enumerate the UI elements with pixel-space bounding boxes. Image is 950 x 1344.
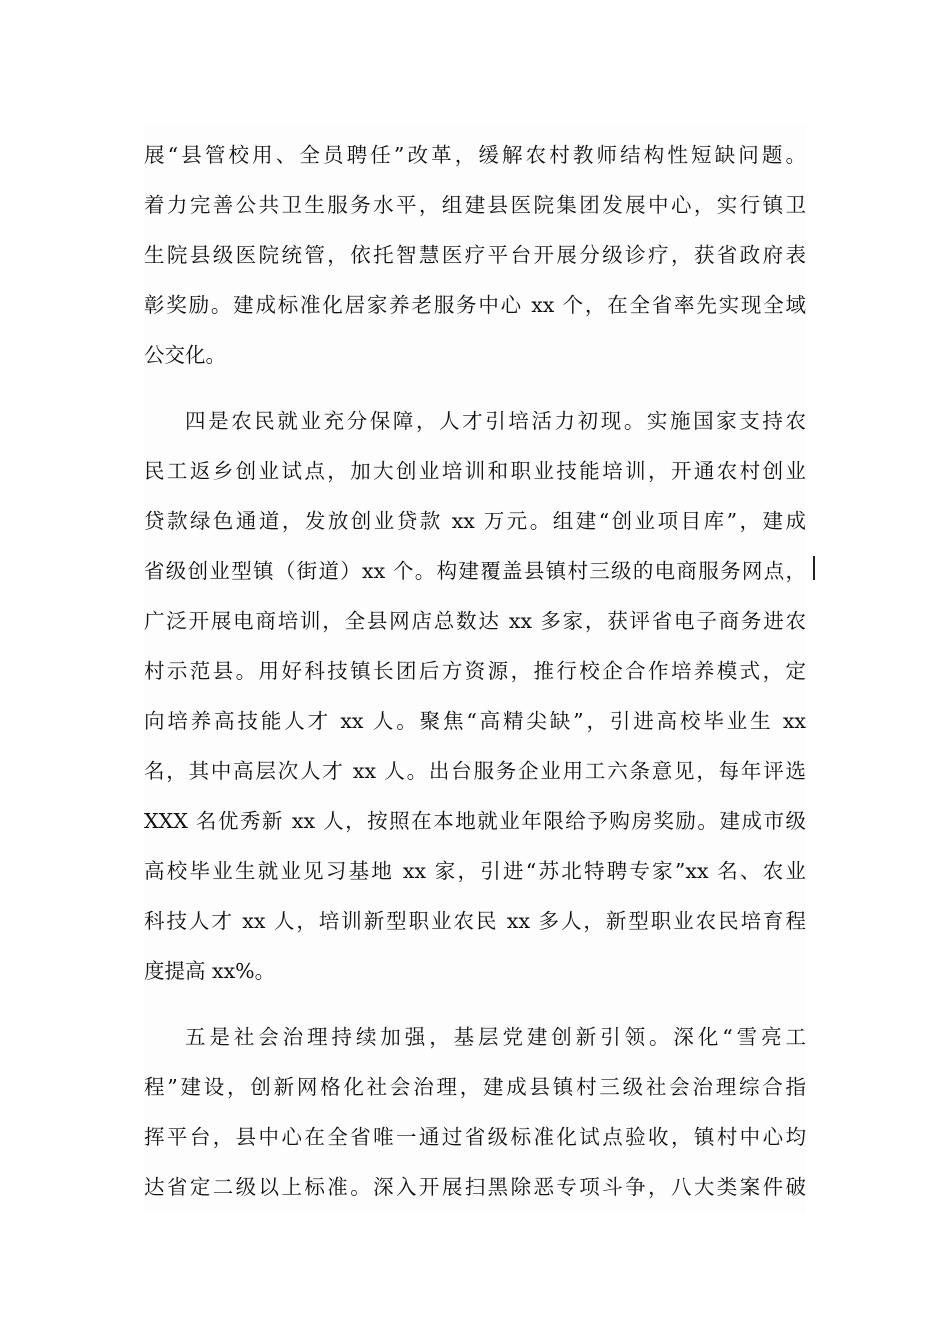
body-line: 生院县级医院统管，依托智慧医疗平台开展分级诊疗，获省政府表 xyxy=(144,243,806,267)
body-line: 广泛开展电商培训，全县网店总数达 xx 多家，获评省电子商务进农 xyxy=(144,609,806,633)
body-line: 向培养高技能人才 xx 人。聚焦“高精尖缺”，引进高校毕业生 xx xyxy=(144,709,806,733)
body-line: 科技人才 xx 人，培训新型职业农民 xx 多人，新型职业农民培育程 xyxy=(144,909,806,933)
paragraph-heading-line: 五是社会治理持续加强，基层党建创新引领。深化“雪亮工 xyxy=(185,1025,806,1049)
body-line: XXX 名优秀新 xx 人，按照在本地就业年限给予购房奖励。建成市级 xyxy=(144,809,806,833)
body-line: 着力完善公共卫生服务水平，组建县医院集团发展中心，实行镇卫 xyxy=(144,193,806,217)
paragraph-heading-line: 四是农民就业充分保障，人才引培活力初现。实施国家支持农 xyxy=(185,409,806,433)
margin-mark xyxy=(813,556,815,580)
body-line: 高校毕业生就业见习基地 xx 家，引进“苏北特聘专家”xx 名、农业 xyxy=(144,859,806,883)
body-line: 村示范县。用好科技镇长团后方资源，推行校企合作培养模式，定 xyxy=(144,659,806,683)
body-line: 挥平台，县中心在全省唯一通过省级标准化试点验收，镇村中心均 xyxy=(144,1125,806,1149)
document-body xyxy=(144,124,806,1214)
body-line: 程”建设，创新网格化社会治理，建成县镇村三级社会治理综合指 xyxy=(144,1075,806,1099)
body-line: 名，其中高层次人才 xx 人。出台服务企业用工六条意见，每年评选 xyxy=(144,759,806,783)
body-line: 彰奖励。建成标准化居家养老服务中心 xx 个，在全省率先实现全域 xyxy=(144,293,806,317)
body-line: 度提高 xx%。 xyxy=(144,959,276,983)
body-line: 公交化。 xyxy=(144,343,226,367)
body-line: 省级创业型镇（街道）xx 个。构建覆盖县镇村三级的电商服务网点， xyxy=(144,559,806,583)
body-line: 达省定二级以上标准。深入开展扫黑除恶专项斗争，八大类案件破 xyxy=(144,1175,806,1199)
body-line: 展“县管校用、全员聘任”改革，缓解农村教师结构性短缺问题。 xyxy=(144,143,806,167)
body-line: 贷款绿色通道，发放创业贷款 xx 万元。组建“创业项目库”，建成 xyxy=(144,509,806,533)
body-line: 民工返乡创业试点，加大创业培训和职业技能培训，开通农村创业 xyxy=(144,459,806,483)
